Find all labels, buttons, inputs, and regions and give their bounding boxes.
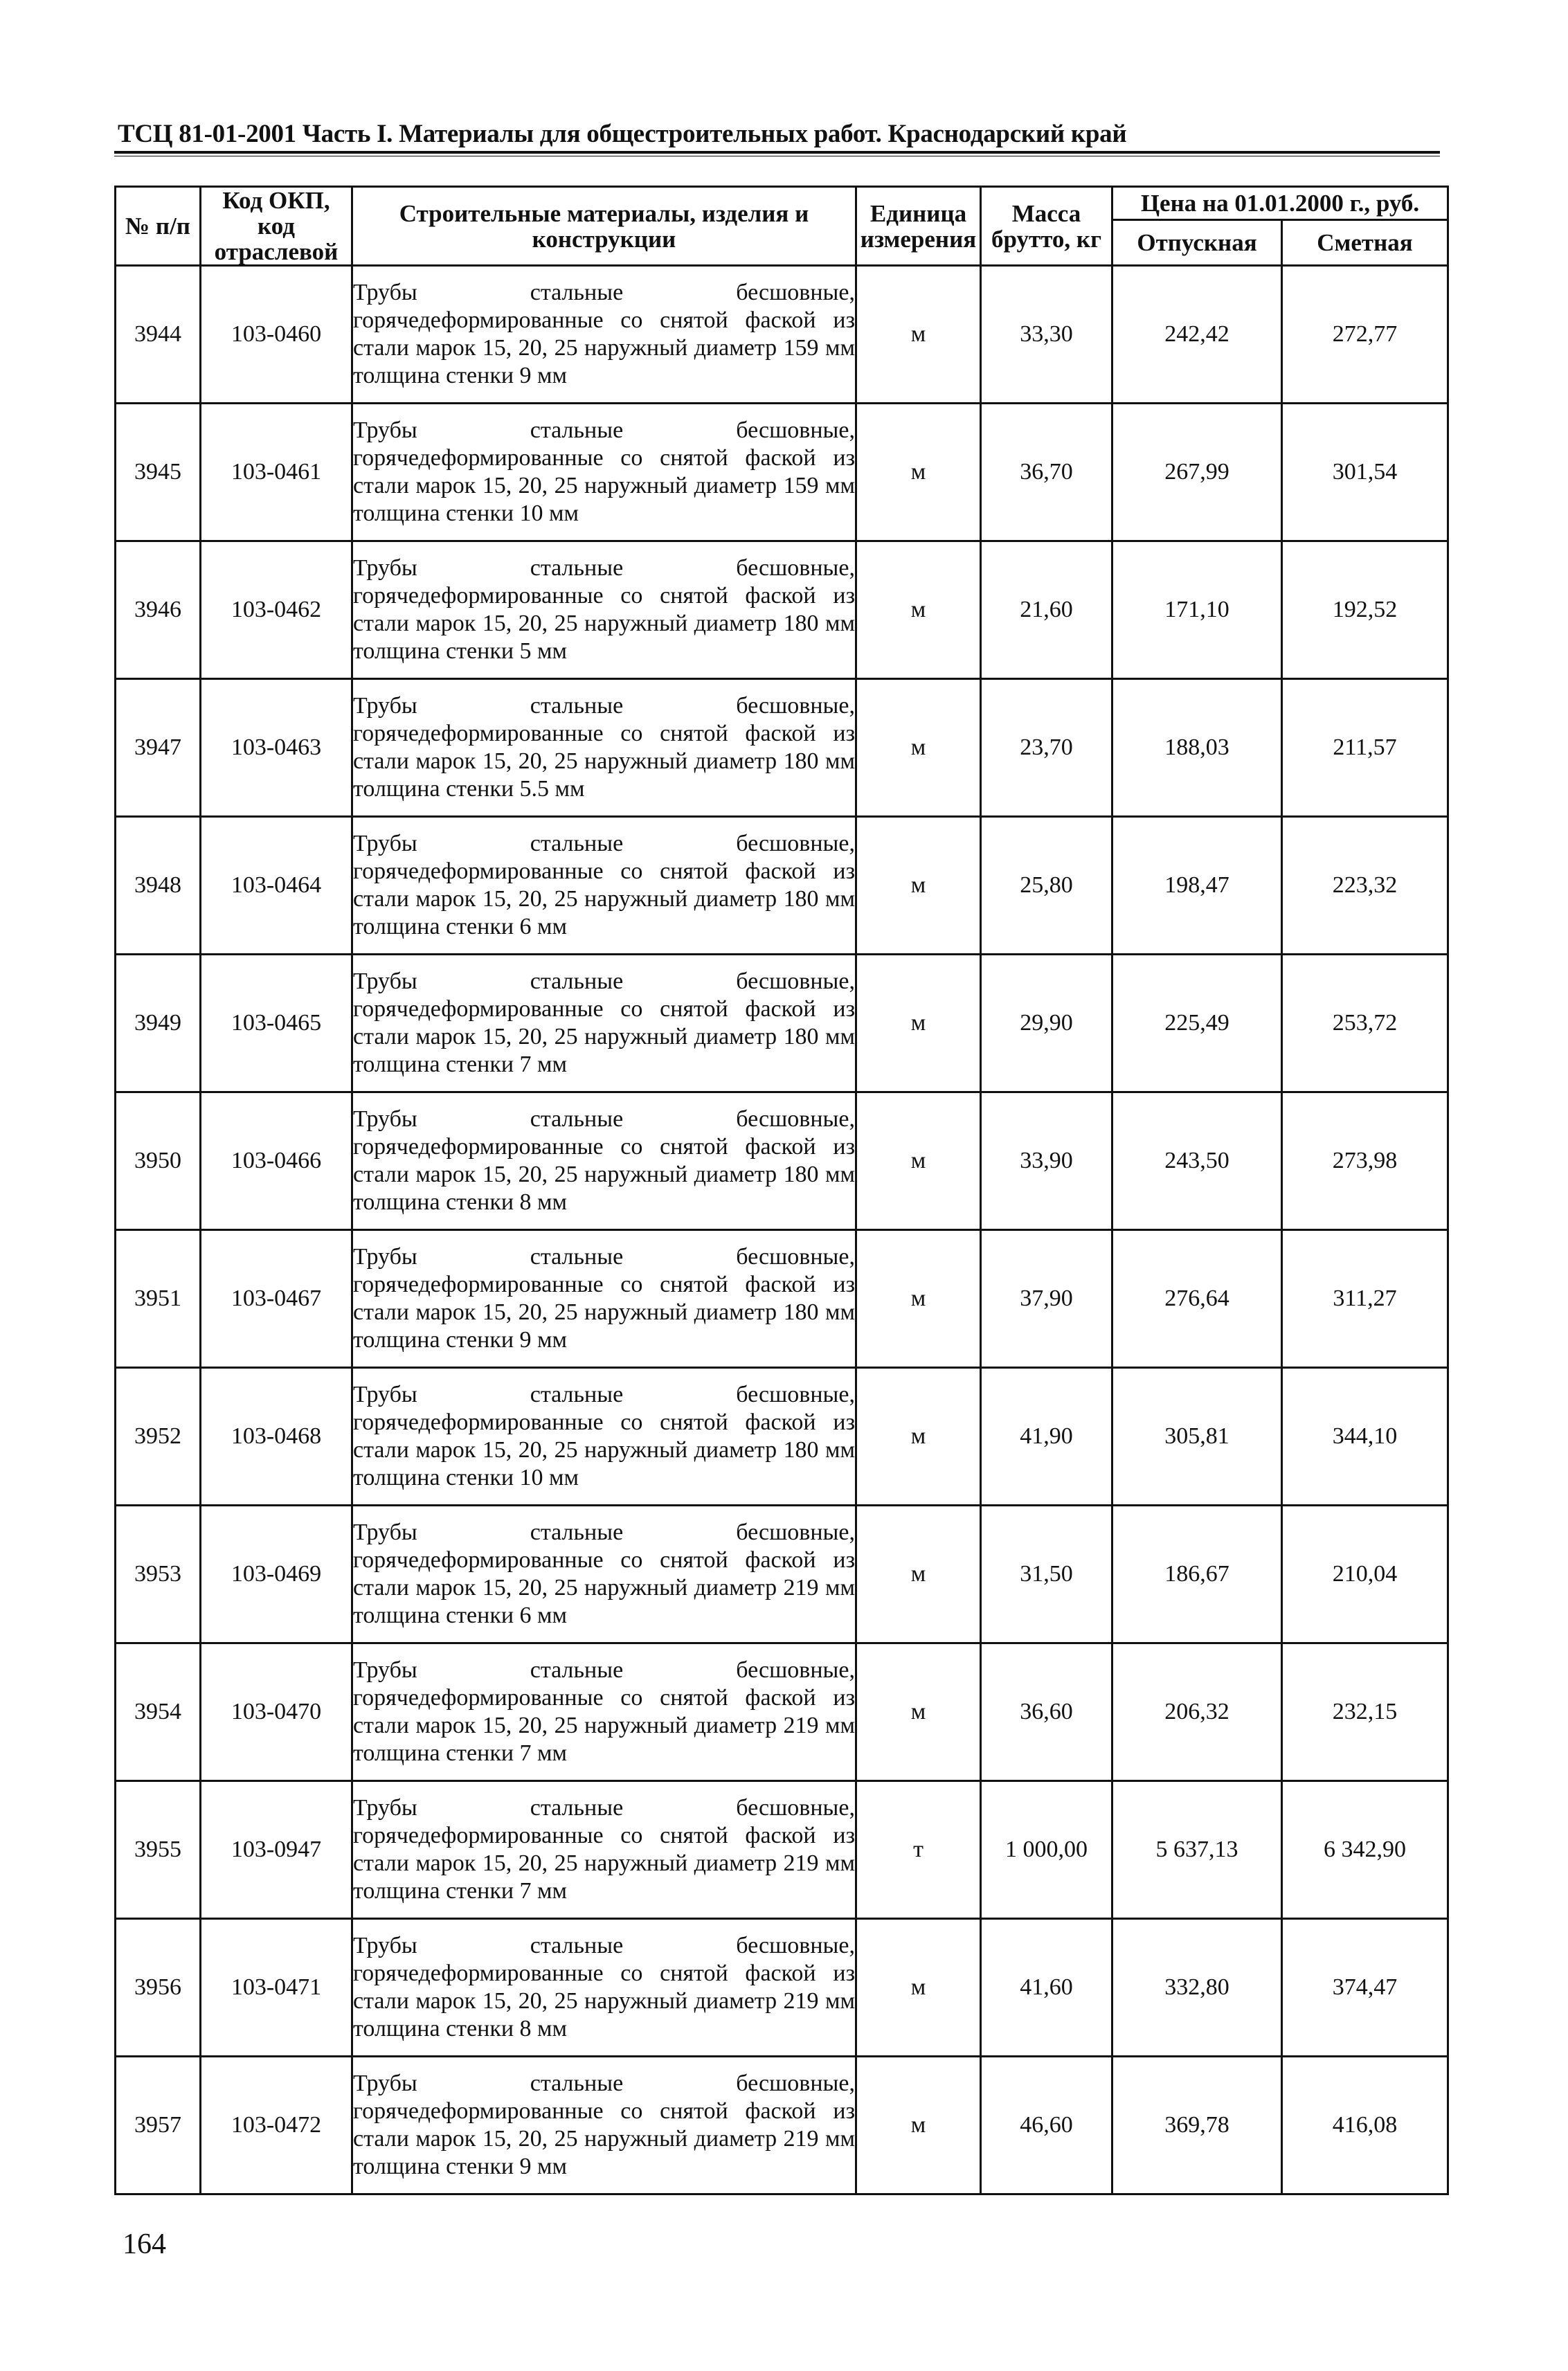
cell-mass: 37,90 (981, 1230, 1112, 1368)
cell-num: 3947 (116, 679, 201, 817)
cell-estimate-price: 311,27 (1282, 1230, 1448, 1368)
cell-release-price: 243,50 (1112, 1092, 1282, 1230)
table-row (116, 679, 1448, 817)
cell-code: 103-0468 (201, 1368, 352, 1506)
cell-desc: Трубы стальные бесшовные, горячедеформированные со снятой фаской из стали марок 15, 20, 25 наружный диаметр 219 мм толщина стенки 7 мм (352, 1781, 856, 1919)
cell-unit: м (856, 266, 981, 404)
cell-estimate-price: 210,04 (1282, 1506, 1448, 1643)
cell-desc: Трубы стальные бесшовные, горячедеформированные со снятой фаской из стали марок 15, 20, 25 наружный диаметр 180 мм толщина стенки 5.5 мм (352, 679, 856, 817)
cell-code: 103-0463 (201, 679, 352, 817)
cell-code: 103-0462 (201, 541, 352, 679)
cell-mass: 31,50 (981, 1506, 1112, 1643)
cell-num: 3948 (116, 817, 201, 955)
cell-release-price: 171,10 (1112, 541, 1282, 679)
cell-release-price: 225,49 (1112, 955, 1282, 1092)
cell-desc: Трубы стальные бесшовные, горячедеформированные со снятой фаской из стали марок 15, 20, 25 наружный диаметр 219 мм толщина стенки 9 мм (352, 2057, 856, 2194)
cell-desc: Трубы стальные бесшовные, горячедеформированные со снятой фаской из стали марок 15, 20, 25 наружный диаметр 180 мм толщина стенки 10 мм (352, 1368, 856, 1506)
cell-unit: т (856, 1781, 981, 1919)
cell-num: 3945 (116, 404, 201, 541)
cell-desc: Трубы стальные бесшовные, горячедеформированные со снятой фаской из стали марок 15, 20, 25 наружный диаметр 180 мм толщина стенки 7 мм (352, 955, 856, 1092)
cell-release-price: 267,99 (1112, 404, 1282, 541)
cell-num: 3951 (116, 1230, 201, 1368)
cell-desc: Трубы стальные бесшовные, горячедеформированные со снятой фаской из стали марок 15, 20, 25 наружный диаметр 159 мм толщина стенки 10 мм (352, 404, 856, 541)
table-head (116, 187, 1448, 266)
cell-mass: 46,60 (981, 2057, 1112, 2194)
cell-mass: 41,60 (981, 1919, 1112, 2057)
cell-mass: 36,70 (981, 404, 1112, 541)
cell-desc: Трубы стальные бесшовные, горячедеформированные со снятой фаской из стали марок 15, 20, 25 наружный диаметр 180 мм толщина стенки 8 мм (352, 1092, 856, 1230)
cell-mass: 29,90 (981, 955, 1112, 1092)
cell-release-price: 369,78 (1112, 2057, 1282, 2194)
cell-release-price: 198,47 (1112, 817, 1282, 955)
cell-estimate-price: 232,15 (1282, 1643, 1448, 1781)
cell-desc: Трубы стальные бесшовные, горячедеформированные со снятой фаской из стали марок 15, 20, 25 наружный диаметр 219 мм толщина стенки 8 мм (352, 1919, 856, 2057)
cell-release-price: 332,80 (1112, 1919, 1282, 2057)
cell-code: 103-0471 (201, 1919, 352, 2057)
table-header-row (116, 187, 1448, 220)
cell-unit: м (856, 1230, 981, 1368)
cell-code: 103-0470 (201, 1643, 352, 1781)
cell-release-price: 276,64 (1112, 1230, 1282, 1368)
cell-release-price: 206,32 (1112, 1643, 1282, 1781)
table-row (116, 1092, 1448, 1230)
cell-estimate-price: 211,57 (1282, 679, 1448, 817)
cell-unit: м (856, 955, 981, 1092)
table-body (116, 266, 1448, 2194)
cell-estimate-price: 344,10 (1282, 1368, 1448, 1506)
cell-code: 103-0464 (201, 817, 352, 955)
cell-mass: 1 000,00 (981, 1781, 1112, 1919)
cell-mass: 33,30 (981, 266, 1112, 404)
cell-code: 103-0467 (201, 1230, 352, 1368)
cell-num: 3944 (116, 266, 201, 404)
cell-estimate-price: 301,54 (1282, 404, 1448, 541)
table-row (116, 817, 1448, 955)
cell-num: 3949 (116, 955, 201, 1092)
col-header-estimate-price: Сметная (1282, 219, 1448, 266)
cell-code: 103-0472 (201, 2057, 352, 2194)
cell-num: 3952 (116, 1368, 201, 1506)
cell-code: 103-0460 (201, 266, 352, 404)
page-number: 164 (123, 2228, 166, 2260)
cell-estimate-price: 374,47 (1282, 1919, 1448, 2057)
cell-mass: 41,90 (981, 1368, 1112, 1506)
table-row (116, 1506, 1448, 1643)
table-row (116, 404, 1448, 541)
cell-unit: м (856, 404, 981, 541)
cell-estimate-price: 273,98 (1282, 1092, 1448, 1230)
cell-release-price: 186,67 (1112, 1506, 1282, 1643)
cell-unit: м (856, 1368, 981, 1506)
header-rule (114, 151, 1440, 154)
cell-num: 3957 (116, 2057, 201, 2194)
cell-release-price: 5 637,13 (1112, 1781, 1282, 1919)
cell-estimate-price: 272,77 (1282, 266, 1448, 404)
table-row (116, 2057, 1448, 2194)
cell-desc: Трубы стальные бесшовные, горячедеформированные со снятой фаской из стали марок 15, 20, 25 наружный диаметр 159 мм толщина стенки 9 мм (352, 266, 856, 404)
cell-estimate-price: 223,32 (1282, 817, 1448, 955)
cell-code: 103-0466 (201, 1092, 352, 1230)
cell-desc: Трубы стальные бесшовные, горячедеформированные со снятой фаской из стали марок 15, 20, 25 наружный диаметр 219 мм толщина стенки 7 мм (352, 1643, 856, 1781)
cell-estimate-price: 416,08 (1282, 2057, 1448, 2194)
col-header-code: Код ОКП, код отраслевой (201, 187, 352, 266)
cell-num: 3956 (116, 1919, 201, 2057)
cell-code: 103-0465 (201, 955, 352, 1092)
cell-desc: Трубы стальные бесшовные, горячедеформированные со снятой фаской из стали марок 15, 20, 25 наружный диаметр 180 мм толщина стенки 5 мм (352, 541, 856, 679)
cell-num: 3954 (116, 1643, 201, 1781)
cell-unit: м (856, 1092, 981, 1230)
cell-mass: 33,90 (981, 1092, 1112, 1230)
cell-unit: м (856, 2057, 981, 2194)
cell-num: 3955 (116, 1781, 201, 1919)
table-row (116, 1368, 1448, 1506)
cell-release-price: 305,81 (1112, 1368, 1282, 1506)
cell-code: 103-0469 (201, 1506, 352, 1643)
table-row (116, 541, 1448, 679)
cell-num: 3946 (116, 541, 201, 679)
cell-desc: Трубы стальные бесшовные, горячедеформированные со снятой фаской из стали марок 15, 20, 25 наружный диаметр 180 мм толщина стенки 9 мм (352, 1230, 856, 1368)
col-header-release-price: Отпускная (1112, 219, 1282, 266)
table-row (116, 955, 1448, 1092)
cell-mass: 23,70 (981, 679, 1112, 817)
cell-mass: 21,60 (981, 541, 1112, 679)
cell-estimate-price: 192,52 (1282, 541, 1448, 679)
col-header-desc: Строительные материалы, изделия и конструкции (352, 187, 856, 266)
table-row (116, 1643, 1448, 1781)
cell-mass: 36,60 (981, 1643, 1112, 1781)
cell-code: 103-0947 (201, 1781, 352, 1919)
cell-unit: м (856, 541, 981, 679)
cell-num: 3953 (116, 1506, 201, 1643)
cell-desc: Трубы стальные бесшовные, горячедеформированные со снятой фаской из стали марок 15, 20, 25 наружный диаметр 180 мм толщина стенки 6 мм (352, 817, 856, 955)
col-header-price-group: Цена на 01.01.2000 г., руб. (1112, 187, 1448, 220)
col-header-unit: Единица измерения (856, 187, 981, 266)
col-header-mass: Масса брутто, кг (981, 187, 1112, 266)
cell-mass: 25,80 (981, 817, 1112, 955)
cell-unit: м (856, 1919, 981, 2057)
cell-release-price: 242,42 (1112, 266, 1282, 404)
cell-release-price: 188,03 (1112, 679, 1282, 817)
cell-desc: Трубы стальные бесшовные, горячедеформированные со снятой фаской из стали марок 15, 20, 25 наружный диаметр 219 мм толщина стенки 6 мм (352, 1506, 856, 1643)
cell-unit: м (856, 1643, 981, 1781)
cell-code: 103-0461 (201, 404, 352, 541)
price-table (114, 186, 1449, 2195)
col-header-num: № п/п (116, 187, 201, 266)
cell-num: 3950 (116, 1092, 201, 1230)
table-row (116, 1230, 1448, 1368)
table-row (116, 1781, 1448, 1919)
page-header-title: ТСЦ 81-01-2001 Часть I. Материалы для общестроительных работ. Краснодарский край (118, 120, 1127, 148)
cell-unit: м (856, 679, 981, 817)
table-row (116, 266, 1448, 404)
table-row (116, 1919, 1448, 2057)
cell-unit: м (856, 817, 981, 955)
cell-estimate-price: 6 342,90 (1282, 1781, 1448, 1919)
cell-estimate-price: 253,72 (1282, 955, 1448, 1092)
cell-unit: м (856, 1506, 981, 1643)
